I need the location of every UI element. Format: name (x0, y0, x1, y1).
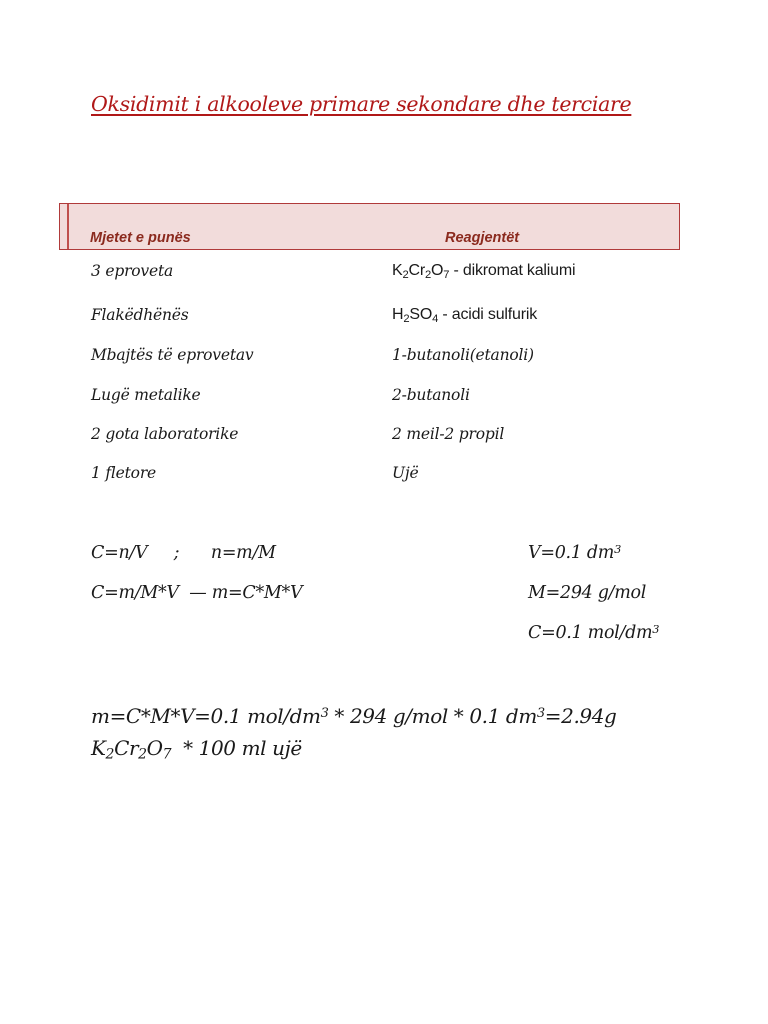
reagent-cell: 2-butanoli (392, 386, 470, 404)
concentration-value: C=0.1 mol/$dm^3$ (528, 621, 660, 643)
tool-cell: Flakëdhënës (91, 306, 189, 324)
molar-mass-value: M=294 g/mol (528, 583, 647, 603)
tool-cell: 1 fletore (91, 464, 156, 482)
volume-value: V=0.1 $dm^3$ (528, 541, 622, 563)
solution-composition: $K_2Cr_2O_7 * 100$ ml ujë (91, 736, 302, 763)
reagent-cell: $H_2SO_4$ - acidi sulfurik (392, 306, 537, 325)
header-reagents: Reagjentët (445, 230, 520, 246)
mass-calculation: m=C*M*V=0.1 mol/$dm^3 * 294$ g/mol * 0.1 $dm^3=2.94g$ (91, 704, 617, 728)
page-title: Oksidimit i alkooleve primare sekondare dhe terciare (91, 92, 632, 116)
tool-cell: Lugë metalike (91, 386, 201, 404)
table-header (59, 203, 680, 250)
header-marker (67, 204, 69, 249)
formula-mass: C=m/M*V — m=C*M*V (91, 583, 303, 603)
reagent-cell: Ujë (392, 464, 419, 482)
reagent-cell: 2 meil-2 propil (392, 425, 505, 443)
tool-cell: 2 gota laboratorike (91, 425, 239, 443)
reagent-cell: 1-butanoli(etanoli) (392, 346, 534, 364)
reagent-cell: $K_2Cr_2O_7$ - dikromat kaliumi (392, 262, 576, 281)
formula-concentration: C=n/V ; n=m/M (91, 543, 276, 563)
tool-cell: Mbajtës të eprovetav (91, 346, 254, 364)
tool-cell: 3 eproveta (91, 262, 174, 280)
header-tools: Mjetet e punës (90, 230, 191, 246)
